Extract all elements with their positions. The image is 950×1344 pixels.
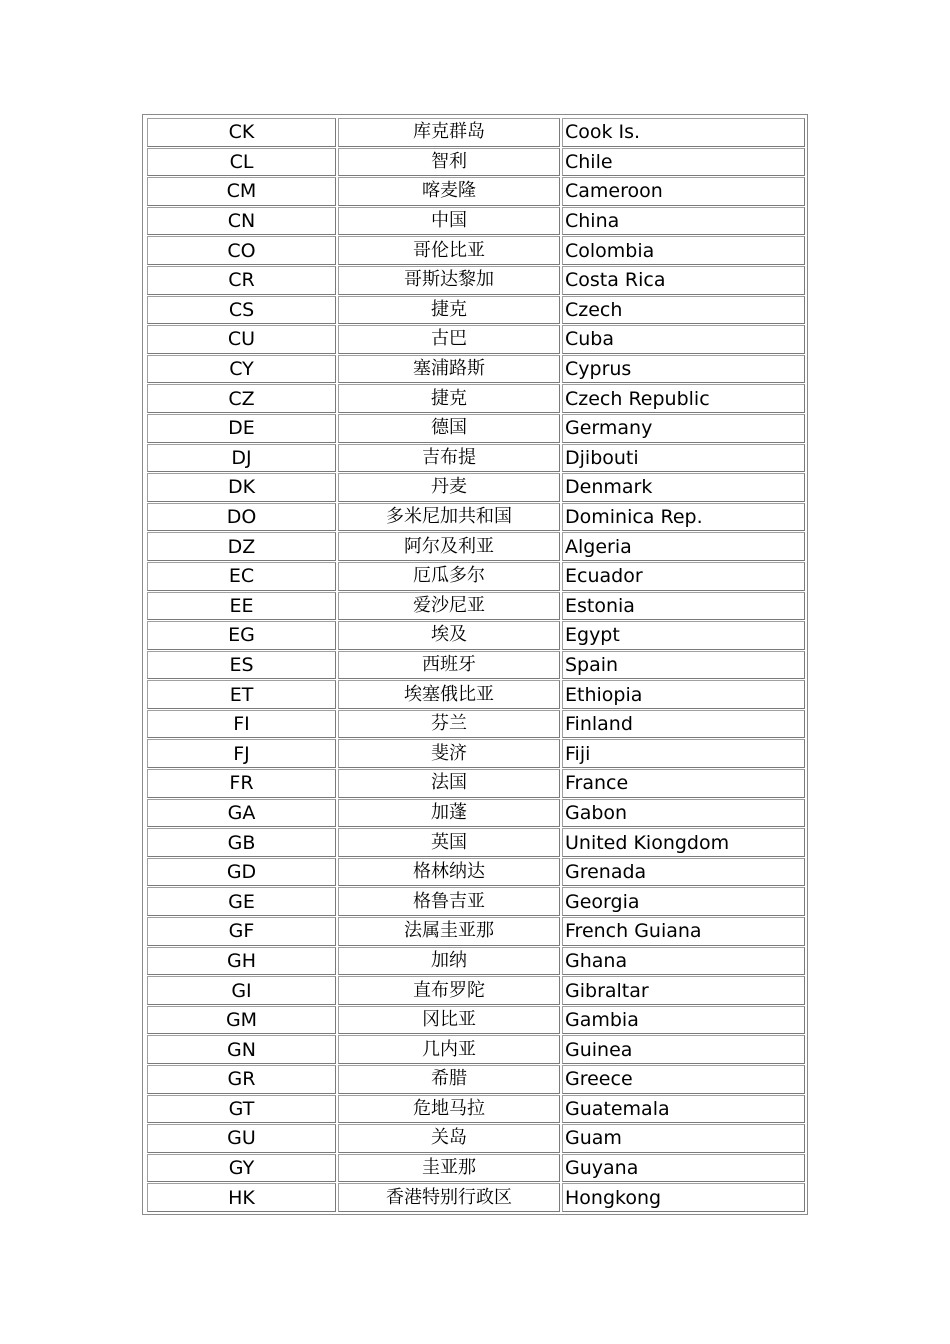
country-code-cell: DE <box>147 414 336 443</box>
english-name-cell: Ghana <box>562 947 805 976</box>
table-row <box>147 266 805 295</box>
table-row <box>147 976 805 1005</box>
table-row <box>147 917 805 946</box>
table-row <box>147 621 805 650</box>
country-code-cell: DO <box>147 503 336 532</box>
english-name-cell: Estonia <box>562 592 805 621</box>
english-name-cell: United Kiongdom <box>562 828 805 857</box>
chinese-name-cell: 爱沙尼亚 <box>338 592 560 621</box>
chinese-name-cell: 智利 <box>338 148 560 177</box>
english-name-cell: Fiji <box>562 739 805 768</box>
country-code-cell: CR <box>147 266 336 295</box>
english-name-cell: Guatemala <box>562 1095 805 1124</box>
chinese-name-cell: 法国 <box>338 769 560 798</box>
table-row <box>147 325 805 354</box>
country-code-cell: CL <box>147 148 336 177</box>
chinese-name-cell: 中国 <box>338 207 560 236</box>
country-code-cell: DZ <box>147 532 336 561</box>
table-row <box>147 680 805 709</box>
english-name-cell: Hongkong <box>562 1183 805 1212</box>
english-name-cell: Guyana <box>562 1154 805 1183</box>
table-row <box>147 562 805 591</box>
chinese-name-cell: 西班牙 <box>338 651 560 680</box>
chinese-name-cell: 斐济 <box>338 739 560 768</box>
english-name-cell: Egypt <box>562 621 805 650</box>
table-row <box>147 799 805 828</box>
english-name-cell: Czech <box>562 296 805 325</box>
country-code-cell: GI <box>147 976 336 1005</box>
chinese-name-cell: 吉布提 <box>338 444 560 473</box>
country-code-cell: ES <box>147 651 336 680</box>
table-row <box>147 355 805 384</box>
table-row <box>147 828 805 857</box>
table-row <box>147 473 805 502</box>
chinese-name-cell: 希腊 <box>338 1065 560 1094</box>
country-code-cell: GD <box>147 858 336 887</box>
country-code-cell: CU <box>147 325 336 354</box>
english-name-cell: China <box>562 207 805 236</box>
country-code-cell: CN <box>147 207 336 236</box>
english-name-cell: Dominica Rep. <box>562 503 805 532</box>
table-row <box>147 710 805 739</box>
chinese-name-cell: 塞浦路斯 <box>338 355 560 384</box>
english-name-cell: Czech Republic <box>562 384 805 413</box>
country-code-cell: EE <box>147 592 336 621</box>
table-row <box>147 532 805 561</box>
country-code-cell: CM <box>147 177 336 206</box>
table-row <box>147 148 805 177</box>
table-row <box>147 384 805 413</box>
country-code-cell: HK <box>147 1183 336 1212</box>
country-code-cell: GE <box>147 887 336 916</box>
table-row <box>147 769 805 798</box>
chinese-name-cell: 库克群岛 <box>338 118 560 147</box>
chinese-name-cell: 英国 <box>338 828 560 857</box>
english-name-cell: Djibouti <box>562 444 805 473</box>
country-code-cell: FI <box>147 710 336 739</box>
table-row <box>147 947 805 976</box>
table-row <box>147 414 805 443</box>
chinese-name-cell: 冈比亚 <box>338 1006 560 1035</box>
english-name-cell: Gambia <box>562 1006 805 1035</box>
table-row <box>147 1065 805 1094</box>
country-code-table-frame <box>142 114 808 1215</box>
table-row <box>147 118 805 147</box>
table-row <box>147 739 805 768</box>
chinese-name-cell: 丹麦 <box>338 473 560 502</box>
table-row <box>147 207 805 236</box>
table-row <box>147 177 805 206</box>
table-row <box>147 1035 805 1064</box>
chinese-name-cell: 芬兰 <box>338 710 560 739</box>
country-code-cell: CO <box>147 236 336 265</box>
chinese-name-cell: 厄瓜多尔 <box>338 562 560 591</box>
english-name-cell: Cuba <box>562 325 805 354</box>
country-code-cell: GY <box>147 1154 336 1183</box>
table-row <box>147 1154 805 1183</box>
country-code-cell: FJ <box>147 739 336 768</box>
chinese-name-cell: 几内亚 <box>338 1035 560 1064</box>
table-row <box>147 503 805 532</box>
chinese-name-cell: 格林纳达 <box>338 858 560 887</box>
chinese-name-cell: 哥斯达黎加 <box>338 266 560 295</box>
english-name-cell: Guam <box>562 1124 805 1153</box>
table-row <box>147 296 805 325</box>
chinese-name-cell: 捷克 <box>338 296 560 325</box>
table-row <box>147 236 805 265</box>
country-code-cell: ET <box>147 680 336 709</box>
english-name-cell: Germany <box>562 414 805 443</box>
country-code-cell: GR <box>147 1065 336 1094</box>
country-code-cell: GN <box>147 1035 336 1064</box>
english-name-cell: Ethiopia <box>562 680 805 709</box>
chinese-name-cell: 关岛 <box>338 1124 560 1153</box>
english-name-cell: Guinea <box>562 1035 805 1064</box>
country-code-cell: DK <box>147 473 336 502</box>
chinese-name-cell: 埃及 <box>338 621 560 650</box>
table-row <box>147 1124 805 1153</box>
country-code-cell: CS <box>147 296 336 325</box>
english-name-cell: Cyprus <box>562 355 805 384</box>
chinese-name-cell: 直布罗陀 <box>338 976 560 1005</box>
country-code-table <box>145 117 807 1213</box>
english-name-cell: Gabon <box>562 799 805 828</box>
country-code-cell: GT <box>147 1095 336 1124</box>
english-name-cell: Denmark <box>562 473 805 502</box>
table-row <box>147 1183 805 1212</box>
chinese-name-cell: 格鲁吉亚 <box>338 887 560 916</box>
country-code-cell: CZ <box>147 384 336 413</box>
english-name-cell: Georgia <box>562 887 805 916</box>
english-name-cell: Greece <box>562 1065 805 1094</box>
chinese-name-cell: 多米尼加共和国 <box>338 503 560 532</box>
english-name-cell: Colombia <box>562 236 805 265</box>
country-code-cell: GM <box>147 1006 336 1035</box>
chinese-name-cell: 古巴 <box>338 325 560 354</box>
english-name-cell: Costa Rica <box>562 266 805 295</box>
table-row <box>147 592 805 621</box>
country-code-cell: CK <box>147 118 336 147</box>
country-code-cell: GU <box>147 1124 336 1153</box>
english-name-cell: Cameroon <box>562 177 805 206</box>
table-row <box>147 1006 805 1035</box>
english-name-cell: Grenada <box>562 858 805 887</box>
country-code-cell: GB <box>147 828 336 857</box>
chinese-name-cell: 阿尔及利亚 <box>338 532 560 561</box>
table-row <box>147 858 805 887</box>
country-code-cell: GH <box>147 947 336 976</box>
chinese-name-cell: 加蓬 <box>338 799 560 828</box>
english-name-cell: France <box>562 769 805 798</box>
table-row <box>147 444 805 473</box>
country-code-cell: EC <box>147 562 336 591</box>
chinese-name-cell: 哥伦比亚 <box>338 236 560 265</box>
country-code-cell: FR <box>147 769 336 798</box>
english-name-cell: Chile <box>562 148 805 177</box>
english-name-cell: Algeria <box>562 532 805 561</box>
chinese-name-cell: 埃塞俄比亚 <box>338 680 560 709</box>
chinese-name-cell: 加纳 <box>338 947 560 976</box>
country-code-cell: GA <box>147 799 336 828</box>
english-name-cell: Cook Is. <box>562 118 805 147</box>
country-code-table-body <box>147 118 805 1212</box>
english-name-cell: Finland <box>562 710 805 739</box>
table-row <box>147 651 805 680</box>
chinese-name-cell: 捷克 <box>338 384 560 413</box>
english-name-cell: Spain <box>562 651 805 680</box>
country-code-cell: CY <box>147 355 336 384</box>
table-row <box>147 1095 805 1124</box>
country-code-cell: DJ <box>147 444 336 473</box>
english-name-cell: French Guiana <box>562 917 805 946</box>
chinese-name-cell: 法属圭亚那 <box>338 917 560 946</box>
chinese-name-cell: 危地马拉 <box>338 1095 560 1124</box>
chinese-name-cell: 圭亚那 <box>338 1154 560 1183</box>
chinese-name-cell: 喀麦隆 <box>338 177 560 206</box>
table-row <box>147 887 805 916</box>
country-code-cell: GF <box>147 917 336 946</box>
country-code-cell: EG <box>147 621 336 650</box>
chinese-name-cell: 德国 <box>338 414 560 443</box>
chinese-name-cell: 香港特别行政区 <box>338 1183 560 1212</box>
english-name-cell: Ecuador <box>562 562 805 591</box>
english-name-cell: Gibraltar <box>562 976 805 1005</box>
